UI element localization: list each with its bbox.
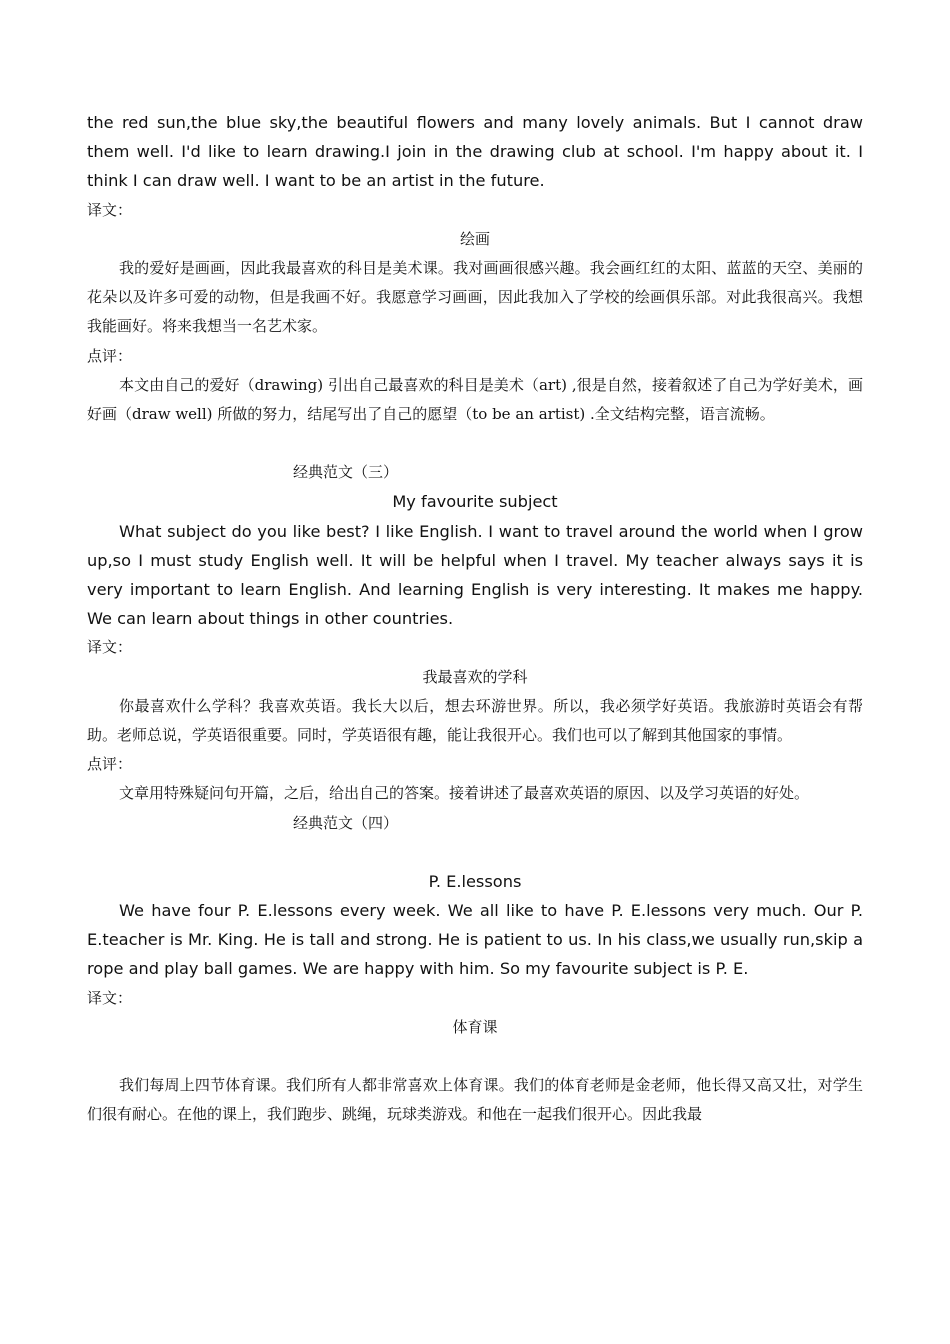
essay-2-translation-body: 我的爱好是画画，因此我最喜欢的科目是美术课。我对画画很感兴趣。我会画红红的太阳、蓝蓝的天空、美丽的花朵以及许多可爱的动物，但是我画不好。我愿意学习画画，因此我加入了学校的绘画俱乐部。对此我很高兴。我想我能画好。将来我想当一名艺术家。	[87, 259, 863, 336]
essay-4-english-body: We have four P. E.lessons every week. We all like to have P. E.lessons very much. Our P. E.teacher is Mr. King. He is tall and strong. He is patient to us. In his class,we usually run,skip a rope and play ball games. We are happy with him. So my favourite subject is P. E.	[87, 901, 863, 979]
essay-3-comment-label: 点评：	[87, 755, 133, 774]
spacer	[87, 1042, 863, 1071]
essay-4-translation-label: 译文：	[87, 988, 133, 1007]
essay-3-comment-body: 文章用特殊疑问句开篇，之后，给出自己的答案。接着讲述了最喜欢英语的原因、以及学习英语的好处。	[119, 784, 810, 803]
spacer	[87, 429, 863, 458]
essay-2-translation-title: 绘画	[459, 229, 490, 248]
essay-3-translation-label: 译文：	[87, 638, 133, 657]
essay-2-english-tail: the red sun,the blue sky,the beautiful flowers and many lovely animals. But I cannot draw them well. I'd like to learn drawing.I join in the drawing club at school. I'm happy about it. I think I can draw well. I want to be an artist in the future.	[87, 113, 863, 191]
spacer	[87, 838, 863, 867]
essay-3-title: My favourite subject	[392, 492, 558, 512]
document-page	[87, 108, 863, 1130]
essay-3-english-body: What subject do you like best? I like English. I want to travel around the world when I grow up,so I must study English well. It will be helpful when I travel. My teacher always says it is very important to learn English. And learning English is very interesting. It makes me happy. We can learn about things in other countries.	[87, 521, 863, 629]
essay-3-translation-title: 我最喜欢的学科	[422, 667, 528, 686]
essay-2-comment-label: 点评：	[87, 346, 133, 365]
essay-4-translation-body: 我们每周上四节体育课。我们所有人都非常喜欢上体育课。我们的体育老师是金老师，他长得又高又壮，对学生们很有耐心。在他的课上，我们跑步、跳绳，玩球类游戏。和他在一起我们很开心。因此我最	[87, 1076, 863, 1124]
essay-3-heading: 经典范文（三）	[293, 463, 399, 482]
essay-4-title: P. E.lessons	[428, 871, 522, 891]
essay-2-comment-body: 本文由自己的爱好（drawing) 引出自己最喜欢的科目是美术（art) ,很是自然，接着叙述了自己为学好美术，画好画（draw well) 所做的努力，结尾写出了自己的愿望（to be an artist) .全文结构完整，语言流畅。	[87, 375, 863, 424]
essay-3-translation-body: 你最喜欢什么学科？我喜欢英语。我长大以后，想去环游世界。所以，我必须学好英语。我旅游时英语会有帮助。老师总说，学英语很重要。同时，学英语很有趣，能让我很开心。我们也可以了解到其他国家的事情。	[87, 696, 863, 745]
essay-2-translation-label: 译文：	[87, 200, 133, 219]
essay-4-translation-title: 体育课	[452, 1017, 498, 1036]
essay-4-heading: 经典范文（四）	[293, 813, 399, 832]
